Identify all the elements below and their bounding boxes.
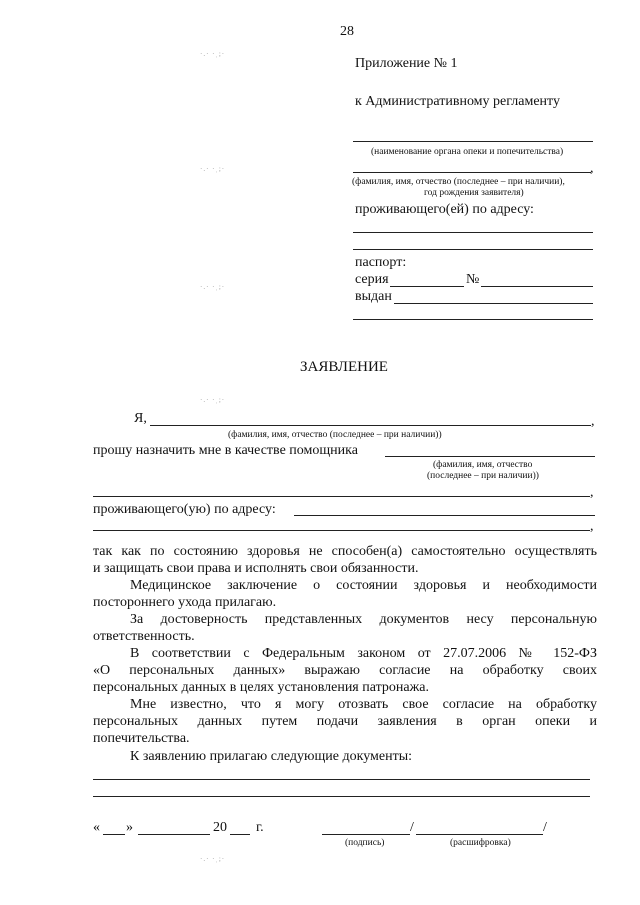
p1-line1: так как по состоянию здоровья не способен(а) самостоятельно осуществлять: [93, 544, 597, 559]
p3-line2: ответственность.: [93, 629, 195, 644]
signature-field[interactable]: [322, 834, 410, 835]
address-line-1[interactable]: [353, 232, 593, 233]
document-title: ЗАЯВЛЕНИЕ: [300, 359, 388, 375]
issued-label: выдан: [355, 289, 392, 304]
passport-label: паспорт:: [355, 255, 407, 270]
fio-caption: (фамилия, имя, отчество (последнее – при наличии)): [228, 430, 442, 440]
scan-artifact: ·.· ·ˌ;·: [200, 855, 226, 863]
attachments-line-1[interactable]: [93, 779, 590, 780]
issued-field[interactable]: [394, 303, 593, 304]
p6-attachments: К заявлению прилагаю следующие документы:: [130, 749, 413, 764]
number-sign: №: [466, 272, 480, 287]
helper-comma: ,: [590, 485, 594, 500]
p5-line2: персональных данных путем подачи заявления в орган опеки и: [93, 714, 597, 729]
scan-artifact: ·.· ·ˌ;·: [200, 396, 226, 404]
p5-line3: попечительства.: [93, 731, 190, 746]
month-field[interactable]: [138, 834, 210, 835]
p2-line2: постороннего ухода прилагаю.: [93, 595, 277, 610]
helper-address-comma: ,: [590, 519, 594, 534]
attachments-line-2[interactable]: [93, 796, 590, 797]
series-label: серия: [355, 272, 389, 287]
p3-line1: За достоверность представленных документов несу персональную: [130, 612, 597, 627]
scan-artifact: ·.· ·ˌ;·: [200, 283, 226, 291]
applicant-caption-1: (фамилия, имя, отчество (последнее – при наличии),: [352, 177, 565, 187]
scan-artifact: ·.· ·ˌ;·: [200, 165, 226, 173]
regulation-label: к Административному регламенту: [355, 94, 560, 109]
p2-line1: Медицинское заключение о состоянии здоровья и необходимости: [130, 578, 597, 593]
authority-caption: (наименование органа опеки и попечительства): [371, 147, 564, 157]
helper-field[interactable]: [385, 456, 595, 457]
signature-caption: (подпись): [345, 838, 385, 848]
helper-caption-2: (последнее – при наличии)): [427, 471, 539, 481]
address-line-2[interactable]: [353, 249, 593, 250]
authority-line[interactable]: [353, 141, 593, 142]
fio-field[interactable]: [150, 425, 591, 426]
p4-line1: В соответствии с Федеральным законом от 27.07.2006 № 152-ФЗ: [130, 646, 597, 661]
residing-label: проживающего(ей) по адресу:: [355, 202, 534, 217]
helper-field-2[interactable]: [93, 496, 590, 497]
close-quote: »: [126, 820, 133, 835]
scan-artifact: ·.· ·ˌ;·: [200, 50, 226, 58]
ya-label: Я,: [134, 411, 147, 426]
request-text: прошу назначить мне в качестве помощника: [93, 443, 358, 458]
p4-line2: «О персональных данных» выражаю согласие на обработку своих: [93, 663, 597, 678]
page-number: 28: [340, 24, 354, 39]
p5-line1: Мне известно, что я могу отозвать свое согласие на обработку: [130, 697, 597, 712]
appendix-label: Приложение № 1: [355, 56, 458, 71]
issued-field-2[interactable]: [353, 319, 593, 320]
decoding-caption: (расшифровка): [450, 838, 511, 848]
helper-residing-label: проживающего(ую) по адресу:: [93, 502, 276, 517]
fio-comma: ,: [591, 414, 595, 429]
year-prefix: 20: [213, 820, 227, 835]
open-quote: «: [93, 820, 100, 835]
year-field[interactable]: [230, 834, 250, 835]
p1-line2: и защищать свои права и исполнять свои обязанности.: [93, 561, 419, 576]
helper-address-field[interactable]: [294, 515, 595, 516]
applicant-caption-2: год рождения заявителя): [424, 188, 524, 198]
signature-slash-2: /: [543, 820, 547, 835]
decoding-field[interactable]: [416, 834, 543, 835]
signature-slash-1: /: [410, 820, 414, 835]
p4-line3: персональных данных в целях установления патронажа.: [93, 680, 429, 695]
day-field[interactable]: [103, 834, 125, 835]
series-field[interactable]: [390, 286, 464, 287]
applicant-line[interactable]: [353, 172, 591, 173]
helper-caption-1: (фамилия, имя, отчество: [433, 460, 533, 470]
passport-number-field[interactable]: [481, 286, 593, 287]
applicant-comma: ,: [590, 161, 594, 176]
helper-address-field-2[interactable]: [93, 530, 590, 531]
year-suffix: г.: [256, 820, 264, 835]
